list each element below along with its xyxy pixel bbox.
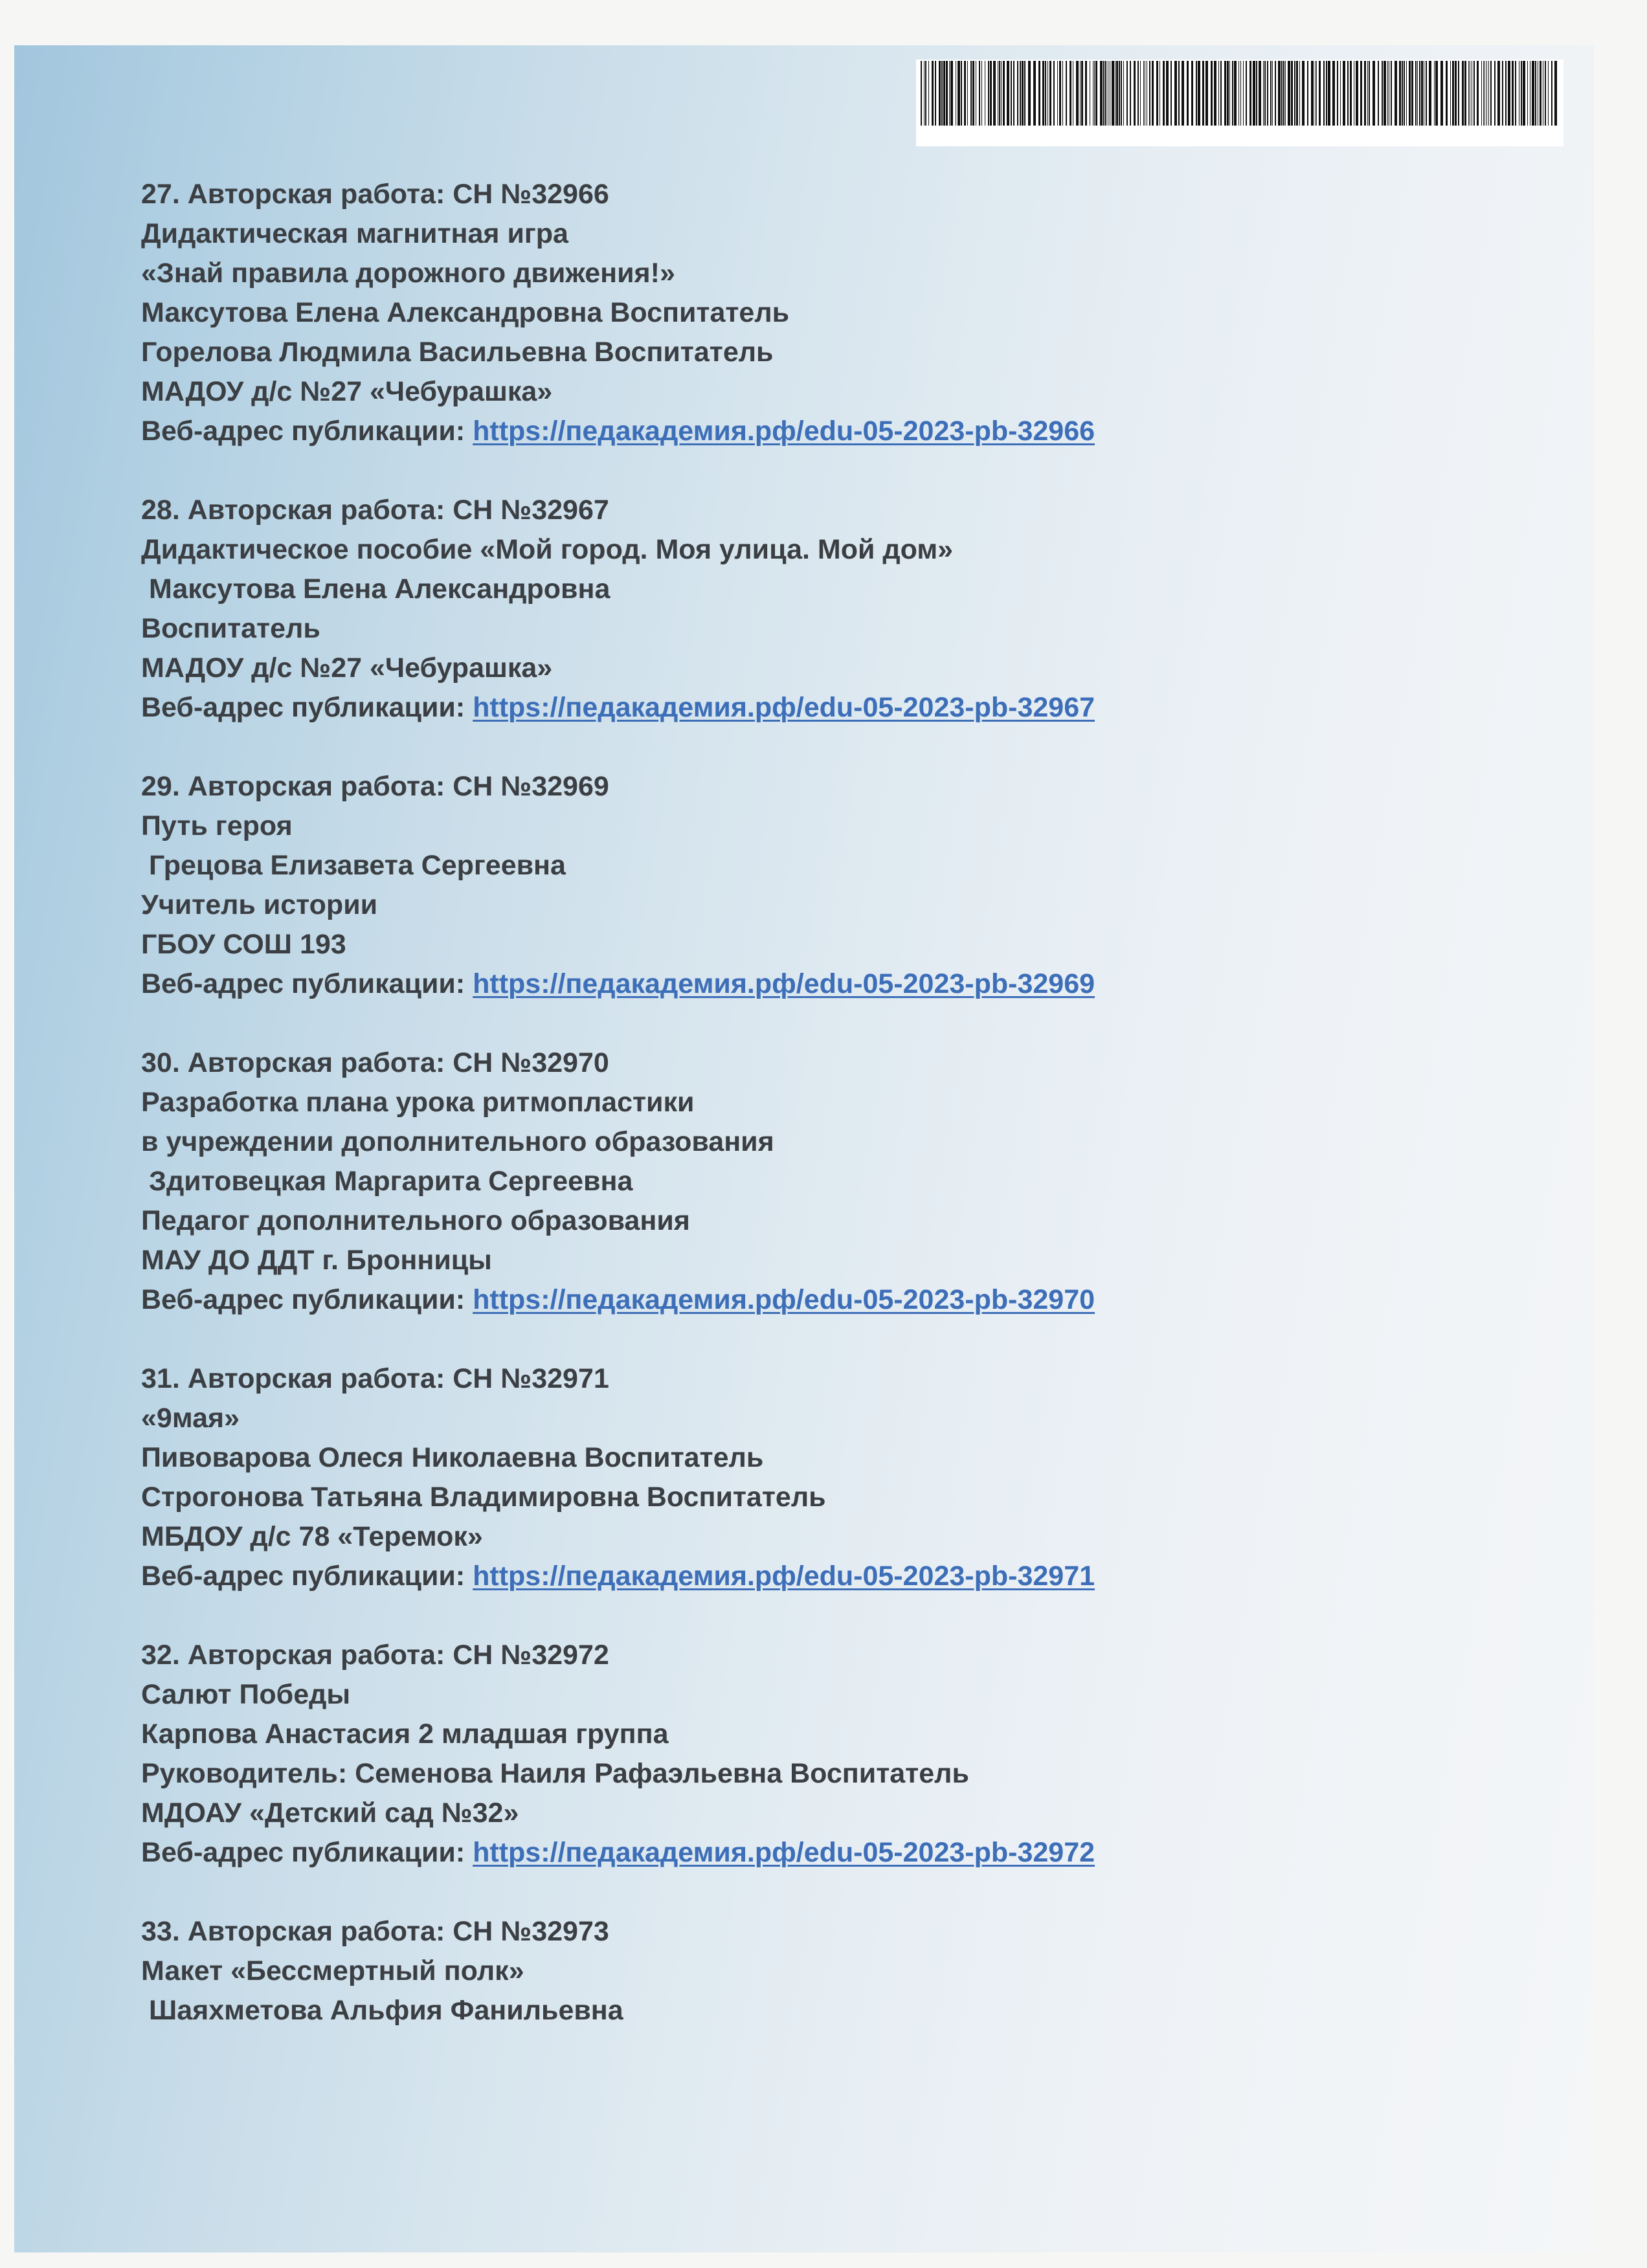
entry-url-row bbox=[141, 964, 1371, 1004]
barcode-bar bbox=[1053, 61, 1055, 126]
barcode-bar bbox=[1421, 61, 1423, 126]
barcode-bar bbox=[1163, 61, 1165, 126]
barcode-bar bbox=[972, 61, 974, 126]
barcode-bar bbox=[1112, 61, 1114, 126]
entry-line: Салют Победы bbox=[141, 1679, 351, 1710]
barcode-bar bbox=[1490, 61, 1492, 126]
entry-line: в учреждении дополнительного образования bbox=[141, 1126, 774, 1157]
entry-line: МАУ ДО ДДТ г. Бронницы bbox=[141, 1245, 492, 1276]
url-label: Веб-адрес публикации: bbox=[141, 1284, 465, 1315]
barcode-bar bbox=[1356, 61, 1358, 126]
entry-line: Разработка плана урока ритмопластики bbox=[141, 1087, 695, 1118]
publication-entry bbox=[141, 767, 1371, 1004]
entry-line: Дидактическая магнитная игра bbox=[141, 218, 568, 249]
barcode-bar bbox=[1263, 61, 1264, 126]
barcode-bar bbox=[1364, 61, 1366, 126]
barcode-bar bbox=[1001, 61, 1002, 126]
barcode-bar bbox=[1285, 61, 1286, 126]
barcode-bar bbox=[1045, 61, 1046, 126]
publication-link[interactable]: https://педакадемия.рф/edu-05-2023-pb-32966 bbox=[473, 416, 1095, 447]
barcode-bar bbox=[1240, 61, 1241, 126]
barcode-bar bbox=[1369, 61, 1370, 126]
barcode-bar bbox=[1450, 61, 1451, 126]
barcode-bar bbox=[1246, 61, 1247, 126]
barcode-bar bbox=[1024, 61, 1025, 126]
url-label: Веб-адрес публикации: bbox=[141, 1561, 465, 1592]
barcode-bar bbox=[1278, 61, 1281, 126]
barcode-bar bbox=[1100, 61, 1103, 126]
barcode-bar bbox=[1455, 61, 1457, 126]
barcode-bar bbox=[1527, 61, 1528, 126]
barcode-bar bbox=[1095, 61, 1097, 126]
publication-link[interactable]: https://педакадемия.рф/edu-05-2023-pb-32969 bbox=[473, 968, 1095, 999]
barcode-bar bbox=[1473, 61, 1475, 126]
barcode-bar bbox=[1404, 61, 1405, 126]
barcode-bar bbox=[1094, 61, 1095, 126]
entry-line: ГБОУ СОШ 193 bbox=[141, 929, 346, 960]
barcode-bar bbox=[1554, 61, 1557, 126]
barcode-bar bbox=[961, 61, 962, 126]
barcode-bar bbox=[1178, 61, 1180, 126]
barcode-bar bbox=[1382, 61, 1383, 126]
barcode-bar bbox=[935, 61, 936, 126]
barcode-bar bbox=[941, 61, 943, 126]
barcode-bar bbox=[970, 61, 972, 126]
barcode-bar bbox=[1220, 61, 1222, 126]
barcode-bar bbox=[1038, 61, 1040, 126]
entry-url-row bbox=[141, 1833, 1371, 1873]
barcode-bar bbox=[925, 61, 926, 126]
entry-heading: 32. Авторская работа: СН №32972 bbox=[141, 1640, 609, 1671]
barcode-bar bbox=[1062, 61, 1063, 126]
barcode-bar bbox=[1116, 61, 1118, 126]
barcode-bar bbox=[1264, 61, 1266, 126]
entry-line: Учитель истории bbox=[141, 889, 378, 920]
entry-line: Педагог дополнительного образования bbox=[141, 1205, 690, 1236]
publication-entry bbox=[141, 491, 1371, 728]
publication-link[interactable]: https://педакадемия.рф/edu-05-2023-pb-32967 bbox=[473, 692, 1095, 723]
barcode-bar bbox=[1323, 61, 1325, 126]
url-label: Веб-адрес публикации: bbox=[141, 416, 465, 447]
entry-line: МАДОУ д/с №27 «Чебурашка» bbox=[141, 652, 553, 684]
barcode-bar bbox=[1033, 61, 1036, 126]
barcode-bar bbox=[939, 61, 941, 126]
barcode-bar bbox=[1391, 61, 1392, 126]
entry-line: Максутова Елена Александровна Воспитатель bbox=[141, 297, 790, 328]
barcode-bar bbox=[1270, 61, 1272, 126]
barcode-bar bbox=[1140, 61, 1141, 126]
barcode-bar bbox=[1551, 61, 1552, 126]
entry-line: Карпова Анастасия 2 младшая группа bbox=[141, 1718, 669, 1750]
barcode-bar bbox=[1080, 61, 1081, 126]
barcode-bar bbox=[967, 61, 968, 126]
entry-heading: 33. Авторская работа: СН №32973 bbox=[141, 1916, 609, 1947]
entry-line: Воспитатель bbox=[141, 613, 320, 644]
entry-line: Путь героя bbox=[141, 810, 293, 841]
barcode-bar bbox=[1003, 61, 1005, 126]
entry-line: Грецова Елизавета Сергеевна bbox=[149, 850, 566, 881]
barcode-bar bbox=[990, 61, 992, 126]
barcode-bar bbox=[1123, 61, 1124, 126]
barcode-bar bbox=[1028, 61, 1031, 126]
barcode-bar bbox=[950, 61, 953, 126]
barcode-bar bbox=[1227, 61, 1229, 126]
barcode-bar bbox=[1134, 61, 1136, 126]
entry-line: Шаяхметова Альфия Фанильевна bbox=[149, 1995, 623, 2026]
barcode-bar bbox=[1259, 61, 1261, 126]
entry-line: Здитовецкая Маргарита Сергеевна bbox=[149, 1166, 633, 1197]
barcode-bar bbox=[1367, 61, 1368, 126]
barcode-bar bbox=[1166, 61, 1169, 126]
barcode-bar bbox=[1497, 61, 1500, 126]
barcode-bar bbox=[1548, 61, 1549, 126]
barcode-bar bbox=[1494, 61, 1496, 126]
barcode-bar bbox=[1406, 61, 1407, 126]
barcode-bar bbox=[1211, 61, 1213, 126]
publication-entry bbox=[141, 175, 1371, 451]
entry-line: Дидактическое пособие «Мой город. Моя улица. Мой дом» bbox=[141, 534, 954, 565]
barcode-bar bbox=[1049, 61, 1051, 126]
barcode-bar bbox=[1505, 61, 1507, 126]
barcode-bar bbox=[1137, 61, 1139, 126]
barcode-bar bbox=[1481, 61, 1482, 126]
entry-line: Максутова Елена Александровна bbox=[149, 573, 611, 605]
barcode-bar bbox=[1545, 61, 1546, 126]
barcode-bar bbox=[921, 61, 922, 126]
barcode-bar bbox=[1187, 61, 1189, 126]
barcode-bar bbox=[1238, 61, 1239, 126]
barcode-bar bbox=[1256, 61, 1257, 126]
barcode-bar bbox=[1205, 61, 1208, 126]
barcode-bar bbox=[1224, 61, 1226, 126]
barcode-bar bbox=[1502, 61, 1503, 126]
barcode bbox=[919, 61, 1560, 126]
publication-entry bbox=[141, 1912, 1371, 2030]
barcode-bar bbox=[1340, 61, 1341, 126]
barcode-bar bbox=[1446, 61, 1448, 126]
barcode-bar bbox=[1411, 61, 1413, 126]
barcode-bar bbox=[1360, 61, 1362, 126]
barcode-bar bbox=[1384, 61, 1386, 126]
barcode-bar bbox=[1291, 61, 1293, 126]
entry-line: Макет «Бессмертный полк» bbox=[141, 1955, 524, 1986]
barcode-bar bbox=[1535, 61, 1536, 126]
entry-line: МАДОУ д/с №27 «Чебурашка» bbox=[141, 376, 553, 407]
entry-line: МБДОУ д/с 78 «Теремок» bbox=[141, 1521, 483, 1552]
barcode-bar bbox=[1488, 61, 1489, 126]
barcode-bar bbox=[1332, 61, 1335, 126]
barcode-bar bbox=[1218, 61, 1219, 126]
barcode-bar bbox=[1081, 61, 1083, 126]
entry-line: Пивоварова Олеся Николаевна Воспитатель bbox=[141, 1442, 764, 1473]
entry-heading: 28. Авторская работа: СН №32967 bbox=[141, 495, 609, 526]
barcode-bar bbox=[1464, 61, 1466, 126]
barcode-bar bbox=[1395, 61, 1397, 126]
barcode-bar bbox=[1013, 61, 1014, 126]
barcode-bar bbox=[1378, 61, 1379, 126]
entry-heading: 29. Авторская работа: СН №32969 bbox=[141, 771, 609, 802]
entry-url-row bbox=[141, 1280, 1371, 1320]
barcode-bar bbox=[1402, 61, 1403, 126]
barcode-bar bbox=[1283, 61, 1284, 126]
barcode-bar bbox=[1007, 61, 1009, 126]
entry-line: Горелова Людмила Васильевна Воспитатель bbox=[141, 337, 774, 368]
barcode-bar bbox=[1105, 61, 1106, 126]
barcode-bar bbox=[1143, 61, 1144, 126]
publication-link[interactable]: https://педакадемия.рф/edu-05-2023-pb-32970 bbox=[473, 1284, 1095, 1315]
barcode-bar bbox=[1196, 61, 1197, 126]
barcode-bar bbox=[1311, 61, 1314, 126]
publication-list bbox=[141, 175, 1371, 2070]
barcode-bar bbox=[1253, 61, 1255, 126]
entry-heading: 30. Авторская работа: СН №32970 bbox=[141, 1047, 609, 1078]
barcode-bar bbox=[1483, 61, 1484, 126]
barcode-bar bbox=[964, 61, 966, 126]
barcode-bar bbox=[1022, 61, 1024, 126]
barcode-bar bbox=[1294, 61, 1295, 126]
barcode-bar bbox=[1020, 61, 1021, 126]
barcode-bar bbox=[1171, 61, 1172, 126]
barcode-bar bbox=[1462, 61, 1464, 126]
barcode-bar bbox=[981, 61, 982, 126]
barcode-bar bbox=[999, 61, 1000, 126]
barcode-bar bbox=[1057, 61, 1058, 126]
barcode-bar bbox=[1275, 61, 1276, 126]
entry-line: Строгонова Татьяна Владимировна Воспитатель bbox=[141, 1482, 826, 1513]
entry-line: МДОАУ «Детский сад №32» bbox=[141, 1797, 519, 1829]
barcode-bar bbox=[1486, 61, 1487, 126]
barcode-bar bbox=[1249, 61, 1251, 126]
barcode-bar bbox=[1130, 61, 1131, 126]
barcode-bar bbox=[1409, 61, 1411, 126]
barcode-bar bbox=[928, 61, 929, 126]
entry-line: Руководитель: Семенова Наиля Рафаэльевна Воспитатель bbox=[141, 1758, 969, 1789]
barcode-bar bbox=[1272, 61, 1273, 126]
barcode-bar bbox=[1532, 61, 1534, 126]
barcode-bar bbox=[1523, 61, 1525, 126]
barcode-bar bbox=[1198, 61, 1200, 126]
barcode-bar bbox=[1468, 61, 1469, 126]
barcode-bar bbox=[1126, 61, 1128, 126]
barcode-bar bbox=[1149, 61, 1150, 126]
barcode-bar bbox=[1347, 61, 1349, 126]
barcode-bar bbox=[932, 61, 934, 126]
barcode-bar bbox=[988, 61, 989, 126]
barcode-bar bbox=[1156, 61, 1158, 126]
barcode-bar bbox=[1085, 61, 1087, 126]
barcode-bar bbox=[1337, 61, 1338, 126]
barcode-bar bbox=[1316, 61, 1317, 126]
barcode-bar bbox=[1243, 61, 1244, 126]
barcode-bar bbox=[1174, 61, 1177, 126]
barcode-bar bbox=[1103, 61, 1104, 126]
barcode-bar bbox=[1429, 61, 1431, 126]
barcode-bar bbox=[1059, 61, 1061, 126]
barcode-bar bbox=[1011, 61, 1012, 126]
publication-entry bbox=[141, 1359, 1371, 1596]
barcode-bar bbox=[1191, 61, 1193, 126]
barcode-bar bbox=[1387, 61, 1388, 126]
url-label: Веб-адрес публикации: bbox=[141, 692, 465, 723]
barcode-bar bbox=[1315, 61, 1316, 126]
barcode-bar bbox=[1066, 61, 1067, 126]
barcode-bar bbox=[1540, 61, 1541, 126]
barcode-bar bbox=[1214, 61, 1216, 126]
barcode-bar bbox=[1426, 61, 1427, 126]
barcode-bar bbox=[1202, 61, 1204, 126]
barcode-bar bbox=[1296, 61, 1298, 126]
entry-line: «Знай правила дорожного движения!» bbox=[141, 258, 675, 289]
entry-url-row bbox=[141, 1557, 1371, 1596]
barcode-bar bbox=[1326, 61, 1327, 126]
barcode-bar bbox=[1508, 61, 1510, 126]
barcode-bar bbox=[1076, 61, 1079, 126]
barcode-bar bbox=[1328, 61, 1330, 126]
barcode-bar bbox=[1017, 61, 1018, 126]
barcode-bar bbox=[1434, 61, 1435, 126]
publication-entry bbox=[141, 1636, 1371, 1873]
barcode-bar bbox=[1417, 61, 1418, 126]
barcode-bar bbox=[1399, 61, 1401, 126]
entry-line: «9мая» bbox=[141, 1403, 240, 1434]
barcode-bar bbox=[1477, 61, 1479, 126]
barcode-bar bbox=[1515, 61, 1516, 126]
barcode-bar bbox=[1419, 61, 1420, 126]
barcode-bar bbox=[949, 61, 950, 126]
barcode-bar bbox=[1435, 61, 1438, 126]
barcode-bar bbox=[1512, 61, 1514, 126]
barcode-bar bbox=[1440, 61, 1443, 126]
barcode-bar bbox=[1452, 61, 1454, 126]
barcode-bar bbox=[958, 61, 960, 126]
barcode-bar bbox=[1070, 61, 1071, 126]
barcode-bar bbox=[1182, 61, 1184, 126]
barcode-bar bbox=[1343, 61, 1345, 126]
barcode-bar bbox=[1267, 61, 1268, 126]
barcode-bar bbox=[1299, 61, 1300, 126]
barcode-bar bbox=[1458, 61, 1459, 126]
barcode-bar bbox=[1288, 61, 1290, 126]
barcode-bar bbox=[946, 61, 948, 126]
barcode-bar bbox=[1121, 61, 1122, 126]
barcode-bar bbox=[1415, 61, 1417, 126]
entry-url-row bbox=[141, 412, 1371, 451]
barcode-bar bbox=[1307, 61, 1308, 126]
barcode-bar bbox=[979, 61, 980, 126]
barcode-bar bbox=[1042, 61, 1044, 126]
publication-link[interactable]: https://педакадемия.рф/edu-05-2023-pb-32971 bbox=[473, 1561, 1095, 1592]
publication-link[interactable]: https://педакадемия.рф/edu-05-2023-pb-32972 bbox=[473, 1837, 1095, 1868]
barcode-bar bbox=[993, 61, 996, 126]
barcode-bar bbox=[1372, 61, 1375, 126]
barcode-bar bbox=[1350, 61, 1352, 126]
url-label: Веб-адрес публикации: bbox=[141, 968, 465, 999]
barcode-bar bbox=[1152, 61, 1154, 126]
entry-heading: 27. Авторская работа: СН №32966 bbox=[141, 179, 609, 210]
entry-url-row bbox=[141, 688, 1371, 728]
barcode-bar bbox=[943, 61, 945, 126]
barcode-bar bbox=[1302, 61, 1305, 126]
barcode-bar bbox=[1119, 61, 1120, 126]
url-label: Веб-адрес публикации: bbox=[141, 1837, 465, 1868]
barcode-bar bbox=[1234, 61, 1237, 126]
barcode-bar bbox=[1229, 61, 1230, 126]
publication-entry bbox=[141, 1043, 1371, 1320]
barcode-bar bbox=[1521, 61, 1522, 126]
barcode-bar bbox=[1232, 61, 1233, 126]
barcode-bar bbox=[1319, 61, 1321, 126]
entry-heading: 31. Авторская работа: СН №32971 bbox=[141, 1363, 609, 1394]
barcode-bar bbox=[1281, 61, 1283, 126]
